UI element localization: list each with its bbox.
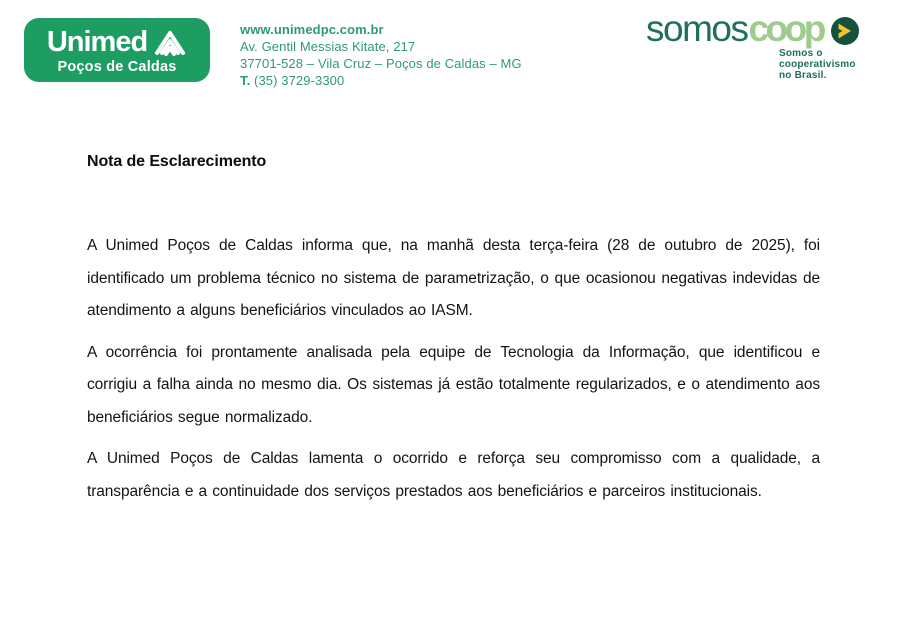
- contact-phone-label: T.: [240, 73, 251, 88]
- paragraph-3: A Unimed Poços de Caldas lamenta o ocorrido e reforça seu compromisso com a qualidade, a transparência e a continuidade dos serviços prestados aos beneficiários e parceiros institucionais.: [87, 450, 820, 500]
- contact-phone-number: (35) 3729-3300: [250, 73, 345, 88]
- contact-address-line1: Av. Gentil Messias Kitate, 217: [240, 39, 416, 54]
- contact-address-line2: 37701-528 – Vila Cruz – Poços de Caldas – MG: [240, 56, 522, 71]
- somoscoop-tagline-line3: no Brasil.: [779, 70, 827, 81]
- unimed-logo: [24, 18, 210, 82]
- somoscoop-logo: [646, 10, 896, 96]
- page-title: Nota de Esclarecimento: [87, 153, 267, 170]
- somoscoop-word-somos: somos: [646, 8, 748, 49]
- unimed-brand-text: Unimed: [46, 25, 148, 58]
- paragraph-1: A Unimed Poços de Caldas informa que, na manhã desta terça-feira (28 de outubro de 2025), foi identificado um problema técnico no sistema de parametrização, o que ocasionou negativas indevidas de atendimento a alguns beneficiários vinculados ao IASM.: [87, 237, 820, 319]
- chevron-circle-icon: [830, 16, 860, 46]
- somoscoop-tagline-line1: Somos o: [779, 48, 823, 59]
- somoscoop-tagline: [779, 48, 856, 81]
- somoscoop-tagline-line2: cooperativismo: [779, 59, 856, 70]
- unimed-city-text: Poços de Caldas: [57, 59, 177, 75]
- contact-website: www.unimedpc.com.br: [240, 22, 384, 37]
- document-body: [87, 230, 820, 517]
- contact-block: [240, 21, 522, 89]
- somoscoop-word-coop: coop: [748, 8, 823, 49]
- unimed-tree-icon: [153, 27, 187, 57]
- somoscoop-wordmark: [646, 10, 860, 47]
- paragraph-2: A ocorrência foi prontamente analisada pela equipe de Tecnologia da Informação, que identificou e corrigiu a falha ainda no mesmo dia. Os sistemas já estão totalmente regularizados, e o atendimento aos beneficiários segue normalizado.: [87, 343, 820, 426]
- contact-phone-line: [240, 72, 522, 89]
- unimed-brand-row: [47, 27, 187, 57]
